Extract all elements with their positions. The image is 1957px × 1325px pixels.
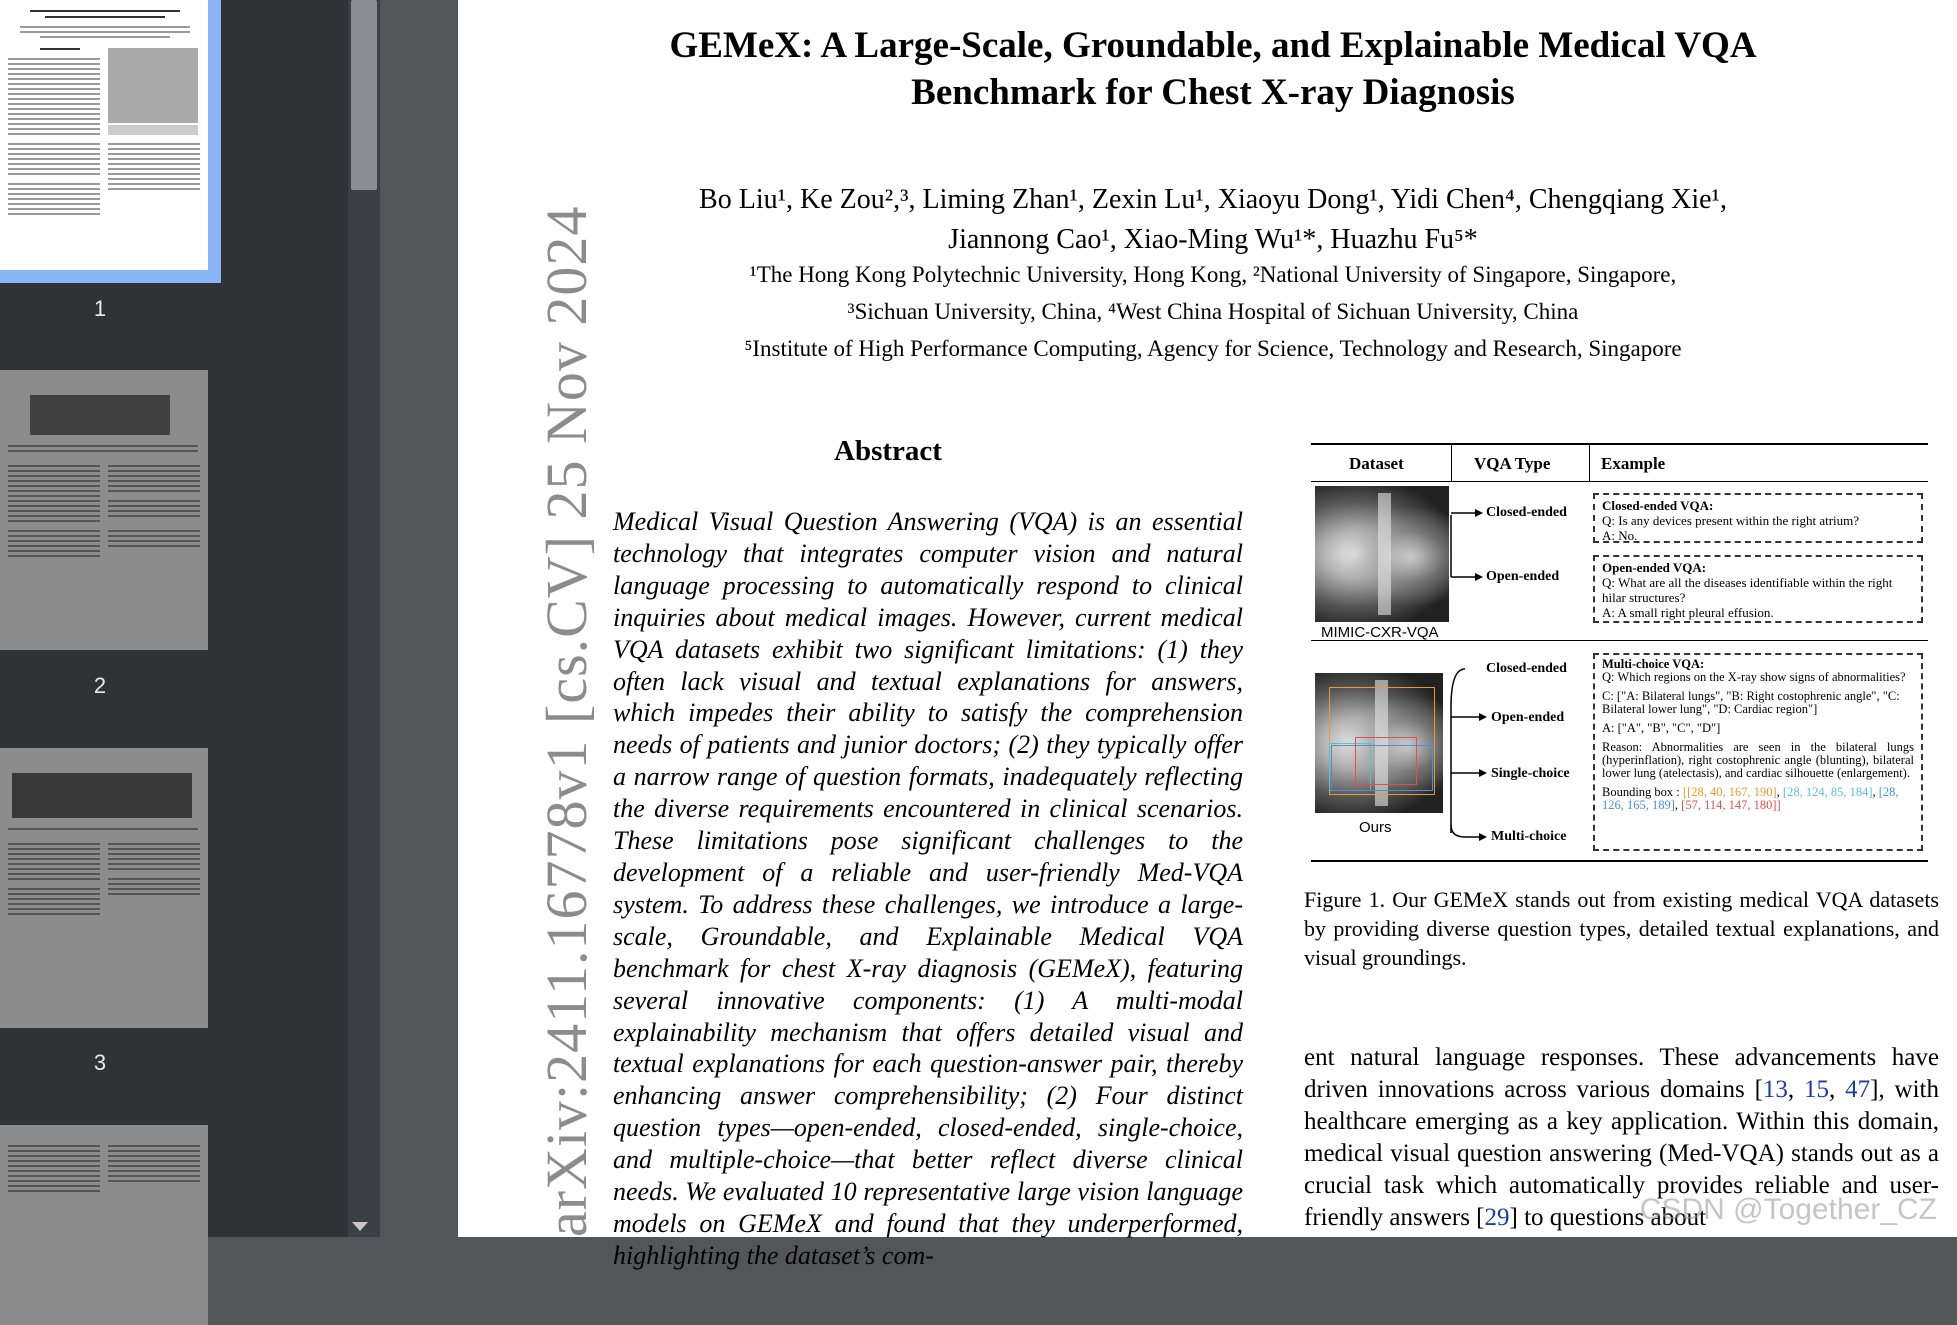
bbox-value: [[28, 40, 167, 190] [1682,785,1777,799]
paper-title-line: GEMeX: A Large-Scale, Groundable, and Explainable Medical VQA [669,25,1757,66]
paper-title-line: Benchmark for Chest X-ray Diagnosis [911,72,1515,113]
example-question: Q: Which regions on the X-ray show signs of abnormalities? [1602,670,1906,684]
bounding-box [1355,737,1417,785]
author-list [648,180,1778,260]
bbox-value: [28, 124, 85, 184] [1782,785,1873,799]
vqa-type-label: Closed-ended [1486,661,1567,676]
author-line: Jiannong Cao¹, Xiao-Ming Wu¹*, Huazhu Fu⁵* [948,224,1478,255]
sidebar-scrollbar-thumb[interactable] [351,0,377,190]
vqa-type-label: Open-ended [1486,569,1560,584]
example-question: Q: Is any devices present within the right atrium? [1602,513,1860,528]
bbox-value: [28, 126, 165, 189] [1602,785,1899,812]
body-text-span: ent natural language responses. These advancements have driven innovations across various domains [ [1304,1044,1939,1103]
example-answer: A: ["A", "B", "C", "D"] [1602,721,1721,735]
example-box-closed [1593,493,1923,543]
vqa-type-label: Closed-ended [1486,505,1567,520]
affiliation: ⁵Institute of High Performance Computing, Agency for Science, Technology and Research, Singapore [744,336,1682,361]
example-answer: A: No. [1602,528,1638,543]
table-rule [1311,481,1928,482]
column-header: Example [1601,454,1666,473]
citation-link[interactable]: 13 [1762,1076,1788,1103]
table-divider [1451,443,1452,481]
table-divider [1589,443,1590,481]
vqa-type-label: Multi-choice [1491,829,1567,844]
example-box-multichoice: Multi-choice VQA: Q: Which regions on the X-ray show signs of abnormalities? C: ["A: Bilateral lungs", "B: Right costophrenic angle", "C: Bilateral lower lung", "D: Cardiac region"] A: ["A", "B", "C", "D"] Reason: Abnormalities are seen in the bilateral lungs (hyperinflation), right costophrenic angle (blunting), bilateral lower lung (atelectasis), and cardiac silhouette (enlargement). Bounding box : [[28, 40, 167, 190], [28, 124, 85, 184], [28, 126, 165, 189], [57, 114, 147, 180]] [1593,653,1923,851]
table-rule [1311,443,1928,445]
scroll-down-arrow-icon[interactable] [352,1222,368,1231]
connector-arrows [1429,657,1539,857]
column-header: VQA Type [1474,454,1551,473]
example-title: Closed-ended VQA: [1602,498,1714,513]
thumbnail-page-number: 1 [93,296,107,321]
paper-title [648,22,1778,116]
thumbnail-page-number: 3 [93,1050,107,1075]
author-line: Bo Liu¹, Ke Zou²,³, Liming Zhan¹, Zexin Lu¹, Xiaoyu Dong¹, Yidi Chen⁴, Chengqiang Xie¹, [699,184,1727,215]
bbox-value: [57, 114, 147, 180]] [1681,798,1781,812]
citation-link[interactable]: 29 [1484,1204,1510,1231]
watermark: CSDN @Together_CZ [1639,1193,1937,1226]
abstract-heading: Abstract [834,435,942,467]
citation-link[interactable]: 15 [1804,1076,1830,1103]
abstract-text: Medical Visual Question Answering (VQA) is an essential technology that integrates computer vision and natural language processing to automatically respond to clinical inquiries about medical images. However, current medical VQA datasets exhibit two significant limitations: (1) they often lack visual and textual explanations for answers, which impedes their ability to satisfy the comprehension needs of patients and junior doctors; (2) they typically offer a narrow range of question formats, inadequately reflecting the diverse requirements encountered in clinical scenarios. These limitations pose significant challenges to the development of a reliable and user-friendly Med-VQA system. To address these challenges, we introduce a large-scale, Groundable, and Explainable Medical VQA benchmark for chest X-ray diagnosis (GEMeX), featuring several innovative components: (1) A multi-modal explainability mechanism that offers detailed visual and textual explanations for each question-answer pair, thereby enhancing answer comprehensibility; (2) Four distinct question types—open-ended, closed-ended, single-choice, and multiple-choice—that better reflect diverse clinical needs. We evaluated 10 representative large vision language models on GEMeX and found that they underperformed, highlighting the dataset’s com- [613,507,1243,1270]
figure-caption: Figure 1. Our GEMeX stands out from existing medical VQA datasets by providing diverse question types, detailed textual explanations, and visual groundings. [1304,887,1939,970]
body-text-span: ], with healthcare emerging as a key application. Within this domain, medical visual question answering (Med-VQA) stands out as a crucial task which automatically provides reliable and user-friendly answers [ [1304,1076,1939,1231]
example-answer: A: A small right pleural effusion. [1602,605,1774,620]
thumbnail-page-4[interactable] [0,1125,208,1325]
affiliation: ¹The Hong Kong Polytechnic University, Hong Kong, ²National University of Singapore, Singapore, [749,262,1677,287]
thumbnail-page-1[interactable] [0,0,208,270]
image-label: MIMIC-CXR-VQA [1321,624,1439,641]
chest-xray-image-grounded [1315,673,1443,813]
affiliation: ³Sichuan University, China, ⁴West China Hospital of Sichuan University, China [847,299,1579,324]
example-reason: Reason: Abnormalities are seen in the bilateral lungs (hyperinflation), right costophrenic angle (blunting), bilateral lower lung (atelectasis), and cardiac silhouette (enlargement). [1602,740,1914,780]
pdf-page [458,0,1957,1270]
thumbnail-page-number: 2 [93,673,107,698]
image-label: Ours [1359,819,1392,836]
example-choices: C: ["A: Bilateral lungs", "B: Right costophrenic angle", "C: Bilateral lower lung", "D: Cardiac region"] [1602,689,1900,716]
example-title: Multi-choice VQA: [1602,657,1705,671]
example-question: Q: What are all the diseases identifiable within the right hilar structures? [1602,575,1893,605]
bbox-label: Bounding box : [1602,785,1680,799]
body-text: ent natural language responses. These advancements have driven innovations across various domains [13, 15, 47], with healthcare emerging as a key application. Within this domain, medical visual question answering (Med-VQA) stands out as a crucial task which automatically provides reliable and user-friendly answers [29] to questions about [1304,1044,1939,1231]
thumbnail-page-2[interactable] [0,370,208,650]
connector-arrows [1429,503,1529,623]
table-rule [1311,860,1928,862]
arxiv-stamp: arXiv:2411.16778v1 [cs.CV] 25 Nov 2024 [534,205,599,1237]
example-box-open [1593,555,1923,623]
citation-link[interactable]: 47 [1845,1076,1871,1103]
vqa-type-label: Open-ended [1491,710,1565,725]
vqa-type-label: Single-choice [1491,766,1570,781]
example-title: Open-ended VQA: [1602,560,1707,575]
thumbnail-page-3[interactable] [0,748,208,1028]
thumbnail-list [0,0,280,1237]
body-text-span: ] to questions about [1509,1204,1707,1231]
figure-1 [1311,443,1928,863]
thumbnail-sidebar [0,0,348,1237]
column-header: Dataset [1349,454,1404,473]
